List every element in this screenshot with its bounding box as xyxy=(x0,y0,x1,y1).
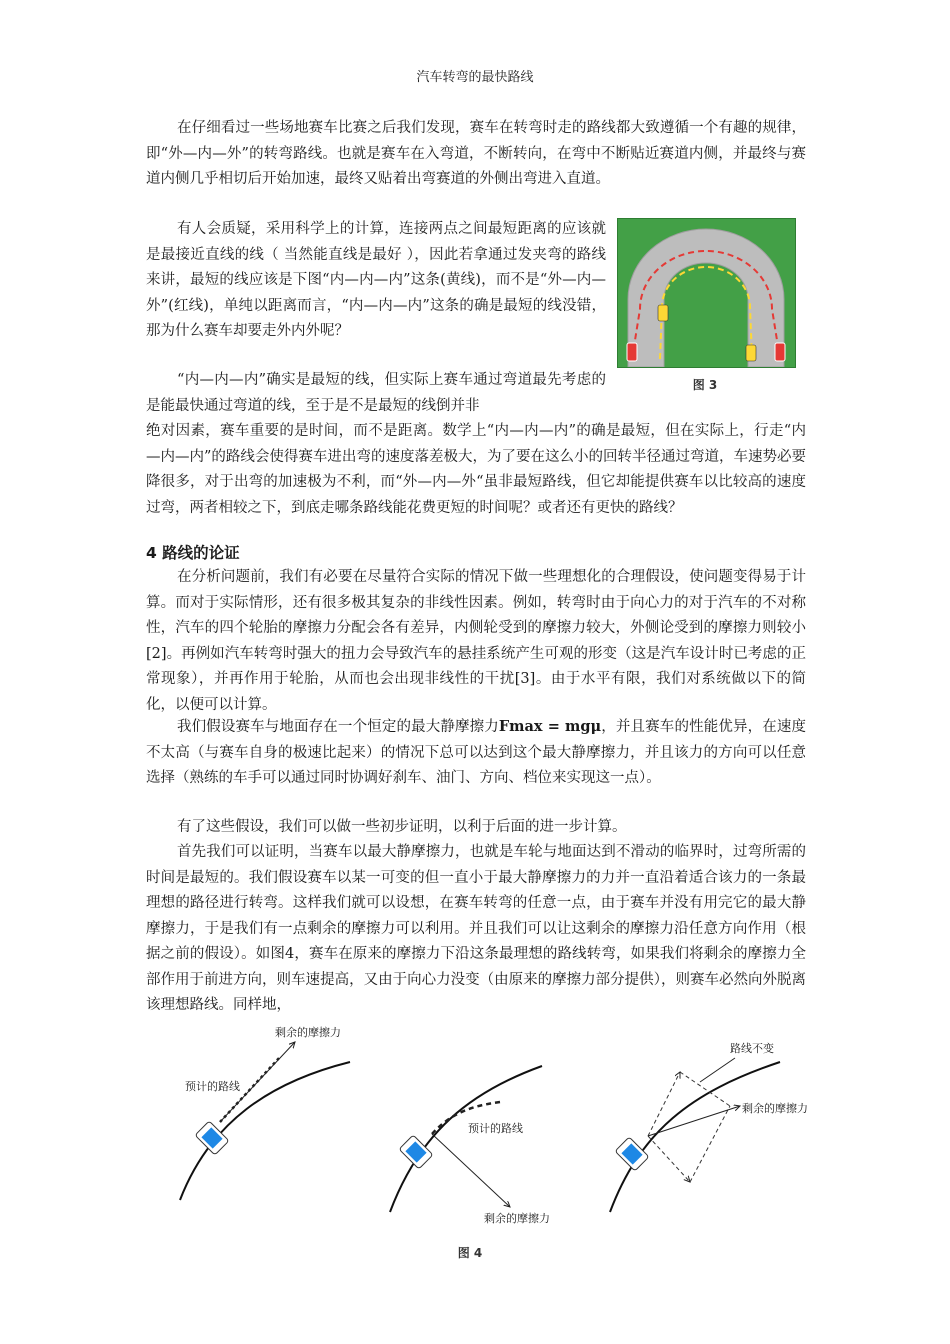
panel-a-car-icon xyxy=(195,1121,229,1155)
panel-a-residual-label: 剩余的摩擦力 xyxy=(275,1026,341,1039)
friction-formula: Fmax = mgμ xyxy=(498,718,602,735)
paragraph-proof: 首先我们可以证明，当赛车以最大静摩擦力，也就是车轮与地面达到不滑动的临界时，过弯所需的时间是最短的。我们假设赛车以某一可变的但一直小于最大静摩擦力的力并一直沿着适合该力的一条最理想的路径进行转弯。这样我们就可以设想，在赛车转弯的任意一点，由于赛车并没有用完它的最大静摩擦力，于是我们有一点剩余的摩擦力可以利用。并且我们可以让这剩余的摩擦力沿任意方向作用（根据之前的假设）。如图4，赛车在原来的摩擦力下沿这条最理想的路线转弯，如果我们将剩余的摩擦力全部作用于前进方向，则车速提高，又由于向心力没变（由原来的摩擦力部分提供），则赛车必然向外脱离该理想路线。同样地， xyxy=(146,844,806,1013)
red-car-right-icon xyxy=(775,343,785,361)
panel-c-unchanged-label: 路线不变 xyxy=(730,1042,774,1055)
figure-3-hairpin-diagram xyxy=(617,218,796,368)
page-header: 汽车转弯的最快路线 xyxy=(416,70,534,85)
panel-c-residual-label: 剩余的摩擦力 xyxy=(742,1102,808,1115)
paragraph-question: 有人会质疑，采用科学上的计算，连接两点之间最短距离的应该就是最接近直线的线（ 当然能直线是最好 ），因此若拿通过发夹弯的路线来讲，最短的线应该是下图“内—内—内”这条(黄线)，而不是“外—内—外”(红线)，单纯以距离而言，“内—内—内”这条的确是最短的线没错，那为什么赛车却要走外内外呢？ xyxy=(146,221,606,339)
track-surface xyxy=(628,229,784,367)
panel-a-expected-label: 预计的路线 xyxy=(185,1080,240,1093)
panel-c xyxy=(610,1041,808,1212)
panel-c-residual-arrow xyxy=(648,1106,740,1136)
yellow-car-right-icon xyxy=(746,345,756,361)
panel-a xyxy=(180,1025,350,1200)
panel-c-track-curve xyxy=(610,1062,780,1212)
yellow-car-left-icon xyxy=(658,305,668,321)
panel-c-unchanged-pointer xyxy=(700,1058,735,1082)
paragraph-preliminary: 有了这些假设，我们可以做一些初步证明，以利于后面的进一步计算。 xyxy=(177,819,627,835)
panel-b-residual-arrow xyxy=(432,1134,510,1207)
paragraph-intro: 在仔细看过一些场地赛车比赛之后我们发现，赛车在转弯时走的路线都大致遵循一个有趣的规律，即“外—内—外”的转弯路线。也就是赛车在入弯道，不断转向，在弯中不断贴近赛道内侧，并最终与赛道内侧几乎相切后开始加速，最终又贴着出弯赛道的外侧出弯进入直道。 xyxy=(146,120,806,187)
panel-b-residual-label: 剩余的摩擦力 xyxy=(484,1212,550,1225)
paragraph-answer-end: 绝对因素，赛车重要的是时间，而不是距离。数学上“内—内—内”的确是最短，但在实际上，行走“内—内—内”的路线会使得赛车进出弯的速度落差极大，为了要在这么小的回转半径通过弯道，车速势必要降很多，对于出弯的加速极为不利，而“外—内—外“虽非最短路线，但它却能提供赛车以比较高的速度过弯，两者相较之下，到底走哪条路线能花费更短的时间呢？或者还有更快的路线？ xyxy=(146,423,806,516)
paragraph-friction-assumption xyxy=(146,714,806,792)
friction-text-before: 我们假设赛车与地面存在一个恒定的最大静摩擦力 xyxy=(177,719,499,735)
paragraph-answer-start: “内—内—内”确实是最短的线，但实际上赛车通过弯道最先考虑的是能最快通过弯道的线，至于是不是最短的线倒并非 xyxy=(146,372,606,414)
red-car-left-icon xyxy=(627,343,637,361)
panel-b-expected-label: 预计的路线 xyxy=(468,1122,523,1135)
figure-4-caption: 图 4 xyxy=(457,1246,483,1260)
figure-3-caption: 图 3 xyxy=(692,378,718,392)
panel-c-dashed-bottom xyxy=(690,1106,730,1182)
panel-b xyxy=(390,1066,550,1225)
figure-4-svg xyxy=(170,1022,820,1232)
panel-c-dashed-top xyxy=(680,1072,730,1106)
panel-b-car-icon xyxy=(399,1135,433,1169)
hairpin-track-svg xyxy=(618,219,795,367)
friction-text-after: ，并且赛车的性能优异，在速度不太高（与赛车自身的极速比起来）的情况下总可以达到这个最大静摩擦力，并且该力的方向可以任意选择（熟练的车手可以通过同时协调好刹车、油门、方向、档位来实现这一点）。 xyxy=(146,719,806,786)
panel-c-car-icon xyxy=(615,1137,649,1171)
figure-4-diagrams xyxy=(170,1022,820,1232)
panel-c-dashed-backward xyxy=(648,1136,690,1182)
paragraph-assumptions: 在分析问题前，我们有必要在尽量符合实际的情况下做一些理想化的合理假设，使问题变得易于计算。而对于实际情形，还有很多极其复杂的非线性因素。例如，转弯时由于向心力的对于汽车的不对称性，汽车的四个轮胎的摩擦力分配会各有差异，内侧轮受到的摩擦力较大，外侧论受到的摩擦力则较小[2]。再例如汽车转弯时强大的扭力会导致汽车的悬挂系统产生可观的形变（这是汽车设计时已考虑的正常现象），并再作用于轮胎，从而也会出现非线性的干扰[3]。由于水平有限，我们对系统做以下的简化，以便可以计算。 xyxy=(146,569,806,713)
section-heading-4: 4 路线的论证 xyxy=(146,544,240,562)
yellow-line-inside-inside-inside xyxy=(660,267,752,359)
